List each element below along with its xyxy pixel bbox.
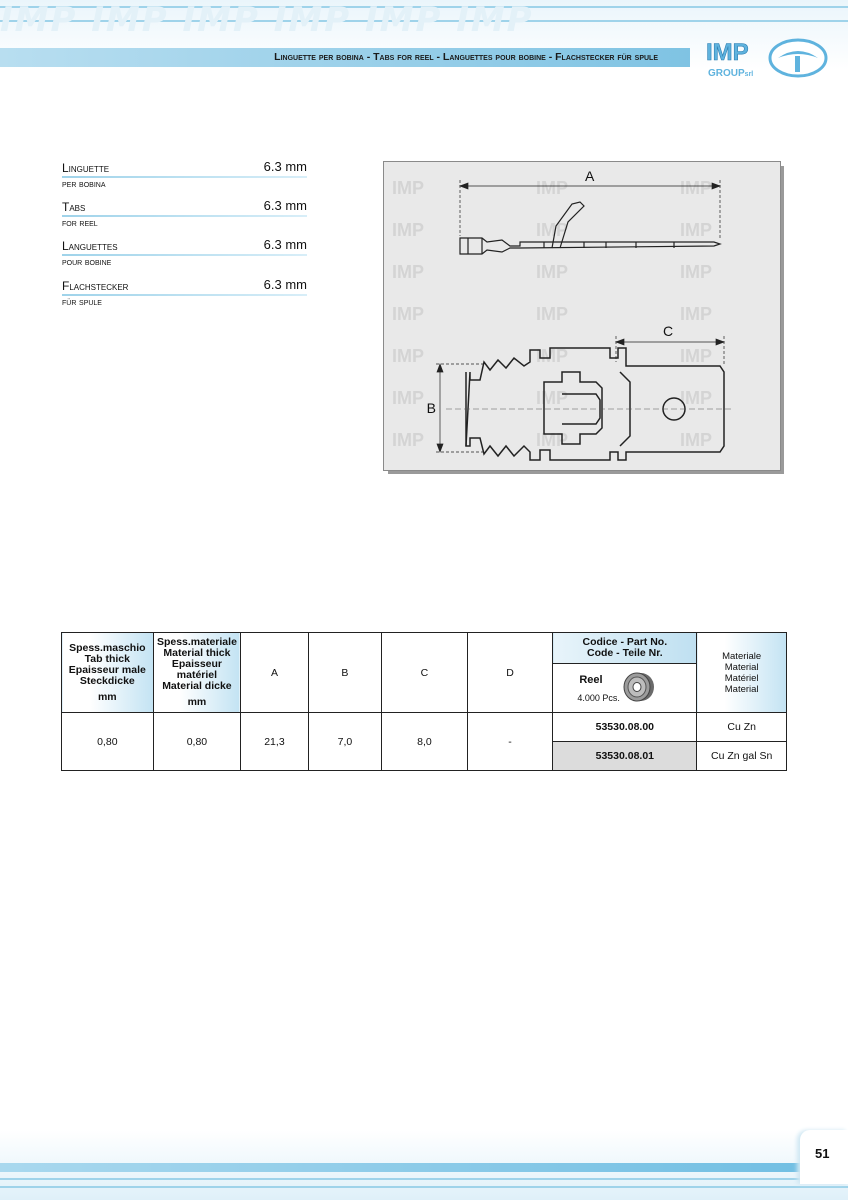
cell-c: 8,0 [382,713,468,771]
spec-label: Languettes [62,239,118,253]
watermark-text: IMP [392,178,425,198]
spec-label: Flachstecker [62,279,129,293]
watermark-text: IMP [392,304,425,324]
reel-label: Reel [579,674,603,686]
spec-divider [62,294,307,296]
header-text: Epaisseur matériel [171,658,223,681]
watermark-text: IMP [680,388,713,408]
technical-drawing [383,161,781,471]
header-tab-thick [62,633,154,713]
header-text: Material thick [163,647,231,659]
label-b: B [426,400,436,416]
header-text: Tab thick [84,652,130,665]
header-text: Steckdicke [79,674,135,687]
header-c: C [382,633,468,713]
spec-item [62,279,307,308]
cell-d: - [467,713,553,771]
header-a: A [241,633,308,713]
watermark-text: IMP [392,388,425,408]
spec-sublabel: für spule [62,297,102,308]
spec-label: Tabs [62,200,86,214]
page-number: 51 [815,1146,830,1161]
cell-material: Cu Zn gal Sn [697,742,787,771]
header-d: D [467,633,553,713]
header-text: Material [724,661,759,673]
cell-tab-thick: 0,80 [62,713,154,771]
header-unit: mm [97,690,117,703]
watermark-text: IMP [392,430,425,450]
watermark-text: IMP [392,220,425,240]
watermark-text: IMP [536,220,569,240]
reel-cell [553,664,697,713]
cell-part-number: 53530.08.01 [553,742,697,771]
cell-material-thick: 0,80 [153,713,241,771]
watermark-text: IMP [536,388,569,408]
watermark-text: IMP [392,262,425,282]
watermark-text: IMP [536,262,569,282]
spec-sublabel: for reel [62,218,98,229]
cell-material: Cu Zn [697,713,787,742]
watermark-text: IMP [536,304,569,324]
spec-sublabel: per bobina [62,179,106,190]
header-b: B [308,633,382,713]
watermark-text: IMP [680,430,713,450]
dimension-b [436,364,484,452]
watermark-text: IMP [680,220,713,240]
header-text: Codice - Part No. [582,636,668,648]
header-text: Matériel [724,672,759,684]
footer-stripe [0,1186,848,1188]
spec-item [62,239,307,268]
cell-a: 21,3 [241,713,308,771]
label-a: A [585,168,595,184]
cell-part-number: 53530.08.00 [553,713,697,742]
reel-icon [621,671,657,703]
spec-divider [62,254,307,256]
spec-value: 6.3 mm [263,198,307,213]
header-text: Material dicke [162,680,232,692]
spec-item [62,200,307,229]
svg-text:IMP: IMP [706,39,749,66]
header-code [553,633,697,664]
header-text: Spess.maschio [69,641,146,654]
header-text: Material [724,683,759,695]
watermark-text: IMP [680,346,713,366]
cell-b: 7,0 [308,713,382,771]
footer-stripe [0,1178,848,1180]
reel-quantity: 4.000 Pcs. [577,693,620,703]
product-table [61,632,787,771]
spec-sublabel: pour bobine [62,257,112,268]
spec-value: 6.3 mm [263,277,307,292]
watermark-text: IMP [536,178,569,198]
company-logo [700,38,830,82]
label-c: C [663,323,674,339]
spec-divider [62,215,307,217]
header-material [697,633,787,713]
svg-text:GROUPsrl: GROUPsrl [708,68,754,79]
watermark-text: IMP [536,430,569,450]
header-material-thick [153,633,241,713]
watermark-text: IMP [680,262,713,282]
watermark-text: IMP [680,178,713,198]
spec-divider [62,176,307,178]
watermark-text: IMP [680,304,713,324]
header-text: Epaisseur male [68,663,146,676]
spec-label: Linguette [62,161,110,175]
spec-value: 6.3 mm [263,159,307,174]
watermark-text: IMP [392,346,425,366]
header-text: Materiale [722,650,762,662]
drawing-canvas [384,162,780,470]
header-unit: mm [187,696,207,708]
header-text: Code - Teile Nr. [586,647,663,659]
spec-item [62,161,307,190]
footer-band [0,1163,800,1172]
page-title: Linguette per bobina - Tabs for reel - Languettes pour bobine - Flachstecker für spule [274,51,658,63]
header-text: Spess.materiale [156,636,237,648]
header-watermark: IMP IMP IMP IMP IMP IMP [0,0,534,40]
watermark-text: IMP [536,346,569,366]
spec-value: 6.3 mm [263,237,307,252]
